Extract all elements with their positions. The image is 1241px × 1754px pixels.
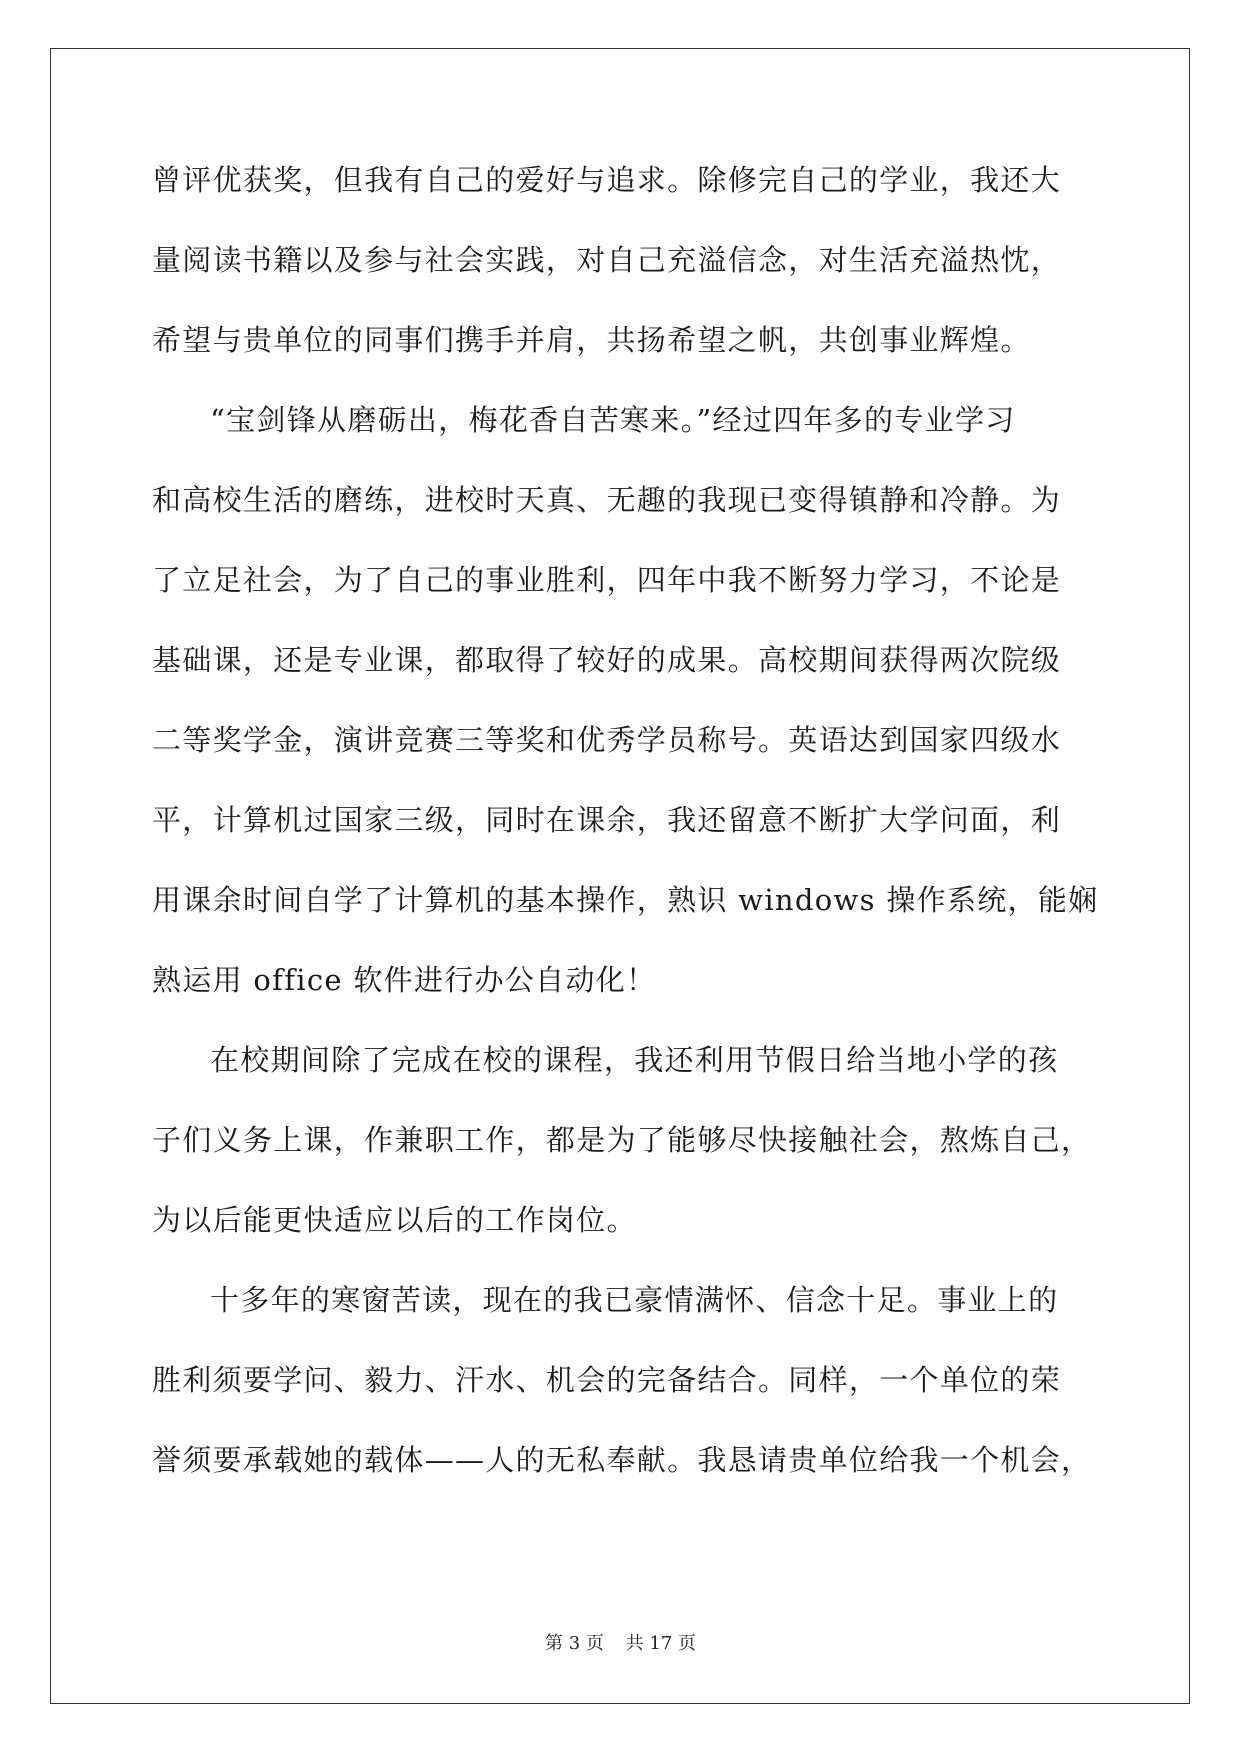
text-line: 胜利须要学问、毅力、汗水、机会的完备结合。同样，一个单位的荣 <box>152 1363 1062 1397</box>
paragraph-first-line: 十多年的寒窗苦读，现在的我已豪情满怀、信念十足。事业上的 <box>210 1283 1059 1317</box>
text-line: 和高校生活的磨练，进校时天真、无趣的我现已变得镇静和冷静。为 <box>152 483 1062 517</box>
paragraph-first-line: “宝剑锋从磨砺出，梅花香自苦寒来。”经过四年多的专业学习 <box>210 403 1016 437</box>
text-line: 二等奖学金，演讲竞赛三等奖和优秀学员称号。英语达到国家四级水 <box>152 723 1062 757</box>
page-number-total: 共 17 页 <box>625 1633 696 1654</box>
text-line: 子们义务上课，作兼职工作，都是为了能够尽快接触社会，熬炼自己， <box>152 1123 1092 1157</box>
page-number-current: 第 3 页 <box>545 1633 604 1654</box>
paragraph-first-line: 在校期间除了完成在校的课程，我还利用节假日给当地小学的孩 <box>210 1043 1059 1077</box>
text-line: 量阅读书籍以及参与社会实践，对自己充溢信念，对生活充溢热忱， <box>152 243 1062 277</box>
text-line: 曾评优获奖，但我有自己的爱好与追求。除修完自己的学业，我还大 <box>152 163 1062 197</box>
text-line: 用课余时间自学了计算机的基本操作，熟识 windows 操作系统，能娴 <box>152 883 1099 917</box>
text-line: 希望与贵单位的同事们携手并肩，共扬希望之帆，共创事业辉煌。 <box>152 323 1031 357</box>
text-line: 誉须要承载她的载体——人的无私奉献。我恳请贵单位给我一个机会， <box>152 1443 1092 1477</box>
text-line: 了立足社会，为了自己的事业胜利，四年中我不断努力学习，不论是 <box>152 563 1062 597</box>
text-line: 为以后能更快适应以后的工作岗位。 <box>152 1203 637 1237</box>
page-footer <box>0 1632 1241 1656</box>
text-line: 熟运用 office 软件进行办公自动化！ <box>152 963 657 997</box>
document-body <box>152 160 1099 1520</box>
text-line: 平，计算机过国家三级，同时在课余，我还留意不断扩大学问面，利 <box>152 803 1062 837</box>
text-line: 基础课，还是专业课，都取得了较好的成果。高校期间获得两次院级 <box>152 643 1062 677</box>
